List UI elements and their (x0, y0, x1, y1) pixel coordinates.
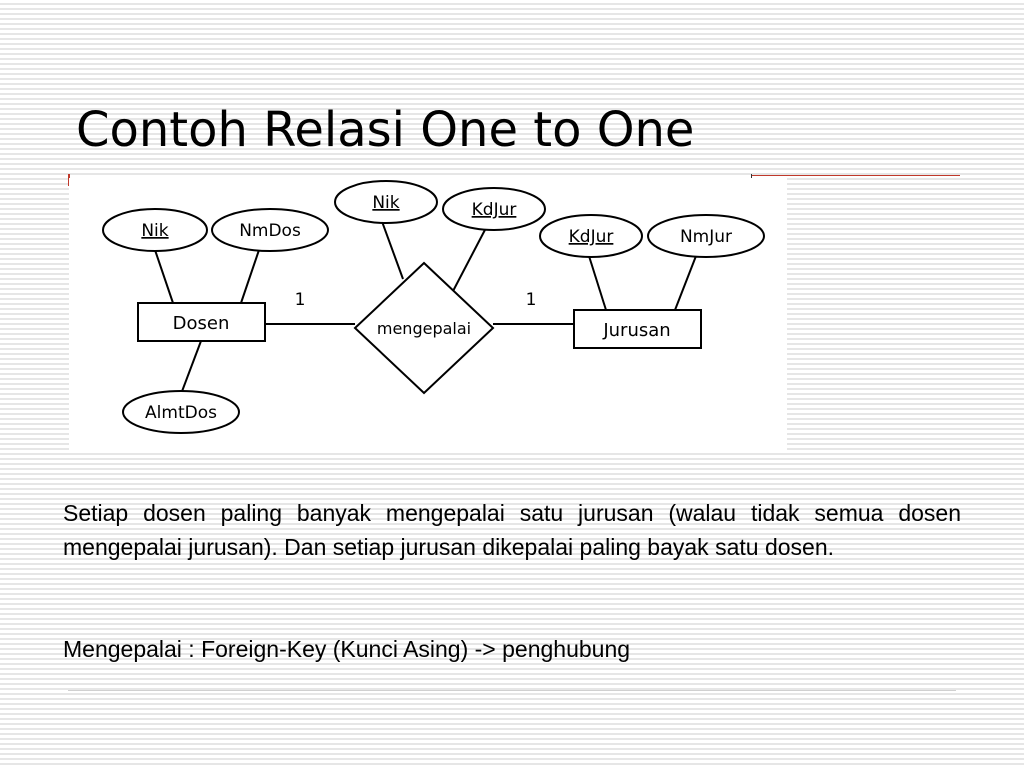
attr-jurusan-nmjur-label: NmJur (679, 227, 733, 247)
line-nik-dosen (155, 250, 173, 303)
er-diagram (69, 178, 787, 450)
body-paragraph-2: Mengepalai : Foreign-Key (Kunci Asing) -> penghubung (63, 636, 631, 662)
cardinality-right: 1 (525, 290, 537, 310)
entity-jurusan-label: Jurusan (603, 320, 671, 341)
attr-dosen-nmdos-label: NmDos (239, 221, 301, 241)
body-paragraph-1: Setiap dosen paling banyak mengepalai satu jurusan (walau tidak semua dosen mengepalai jurusan). Dan setiap jurusan dikepalai paling bayak satu dosen. (63, 500, 961, 560)
title-rule (752, 175, 960, 176)
line-niknik-relationship (380, 216, 403, 279)
line-kdjur-relationship (452, 226, 487, 293)
cardinality-left: 1 (294, 290, 306, 310)
line-nmjur-jurusan (675, 256, 696, 310)
attr-jurusan-kdjur-label: KdJur (568, 227, 614, 247)
entity-dosen-label: Dosen (172, 313, 230, 334)
relationship-label: mengepalai (376, 319, 472, 338)
er-diagram-svg (69, 178, 787, 450)
attr-rel-kdjur-label: KdJur (471, 200, 517, 220)
attr-rel-nik-label: Nik (372, 193, 400, 213)
slide-title: Contoh Relasi One to One (76, 102, 695, 158)
line-dosen-almtdos (181, 341, 201, 394)
attr-dosen-nik-label: Nik (141, 221, 169, 241)
attr-dosen-almtdos-label: AlmtDos (145, 403, 217, 423)
footer-rule (68, 690, 956, 691)
line-kdjur-jurusan (589, 256, 606, 310)
line-nmdos-dosen (241, 250, 259, 303)
